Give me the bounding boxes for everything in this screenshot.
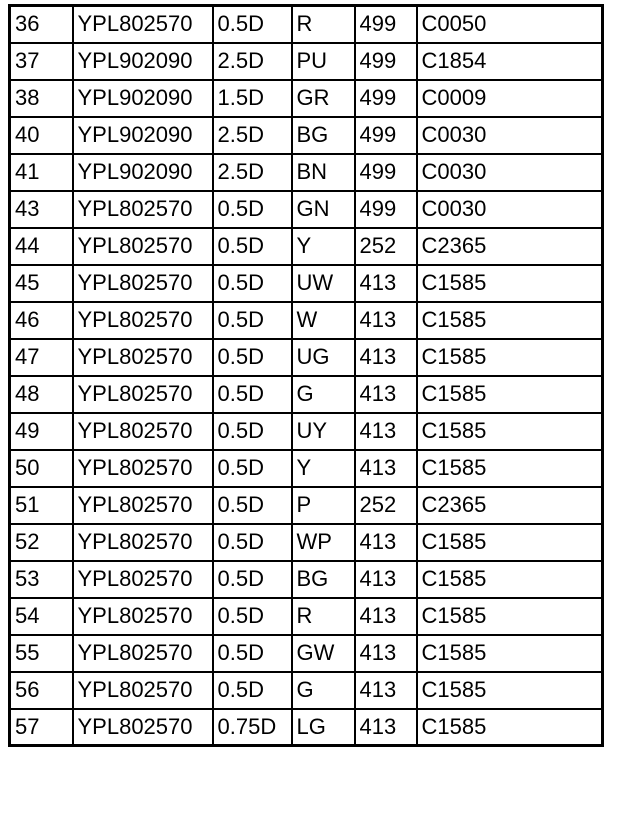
cell-quantity: 413 xyxy=(355,672,417,709)
cell-part-code: YPL802570 xyxy=(73,302,213,339)
cell-item-number: 47 xyxy=(10,339,73,376)
cell-part-code: YPL802570 xyxy=(73,524,213,561)
cell-part-code: YPL802570 xyxy=(73,598,213,635)
cell-size: 0.5D xyxy=(213,376,292,413)
table-row xyxy=(10,709,603,746)
parts-table-container xyxy=(8,4,604,747)
cell-item-number: 46 xyxy=(10,302,73,339)
cell-color-code: W xyxy=(292,302,355,339)
cell-size: 0.5D xyxy=(213,524,292,561)
cell-catalog-code: C1585 xyxy=(417,709,603,746)
cell-color-code: R xyxy=(292,6,355,43)
cell-item-number: 50 xyxy=(10,450,73,487)
cell-size: 2.5D xyxy=(213,154,292,191)
cell-catalog-code: C0050 xyxy=(417,6,603,43)
cell-color-code: Y xyxy=(292,228,355,265)
cell-part-code: YPL902090 xyxy=(73,80,213,117)
cell-item-number: 53 xyxy=(10,561,73,598)
table-row xyxy=(10,117,603,154)
cell-color-code: UY xyxy=(292,413,355,450)
cell-size: 0.5D xyxy=(213,635,292,672)
table-row xyxy=(10,43,603,80)
cell-quantity: 413 xyxy=(355,635,417,672)
cell-size: 0.5D xyxy=(213,561,292,598)
cell-part-code: YPL802570 xyxy=(73,339,213,376)
cell-color-code: G xyxy=(292,376,355,413)
cell-catalog-code: C1585 xyxy=(417,561,603,598)
cell-quantity: 413 xyxy=(355,450,417,487)
cell-size: 2.5D xyxy=(213,117,292,154)
cell-item-number: 57 xyxy=(10,709,73,746)
cell-size: 0.5D xyxy=(213,450,292,487)
table-row xyxy=(10,561,603,598)
cell-quantity: 252 xyxy=(355,487,417,524)
cell-quantity: 499 xyxy=(355,43,417,80)
cell-catalog-code: C0030 xyxy=(417,191,603,228)
cell-part-code: YPL802570 xyxy=(73,191,213,228)
cell-item-number: 55 xyxy=(10,635,73,672)
cell-catalog-code: C1585 xyxy=(417,450,603,487)
cell-quantity: 499 xyxy=(355,6,417,43)
cell-item-number: 38 xyxy=(10,80,73,117)
cell-catalog-code: C2365 xyxy=(417,228,603,265)
cell-quantity: 413 xyxy=(355,524,417,561)
cell-quantity: 413 xyxy=(355,598,417,635)
cell-part-code: YPL802570 xyxy=(73,709,213,746)
cell-quantity: 499 xyxy=(355,154,417,191)
parts-table-body xyxy=(10,6,603,746)
cell-catalog-code: C2365 xyxy=(417,487,603,524)
cell-item-number: 37 xyxy=(10,43,73,80)
cell-color-code: LG xyxy=(292,709,355,746)
cell-quantity: 413 xyxy=(355,561,417,598)
cell-quantity: 413 xyxy=(355,376,417,413)
cell-size: 0.5D xyxy=(213,672,292,709)
cell-item-number: 49 xyxy=(10,413,73,450)
table-row xyxy=(10,191,603,228)
cell-color-code: GW xyxy=(292,635,355,672)
cell-part-code: YPL802570 xyxy=(73,672,213,709)
cell-item-number: 52 xyxy=(10,524,73,561)
cell-size: 0.5D xyxy=(213,339,292,376)
cell-quantity: 499 xyxy=(355,191,417,228)
table-row xyxy=(10,524,603,561)
cell-size: 1.5D xyxy=(213,80,292,117)
cell-quantity: 413 xyxy=(355,339,417,376)
cell-catalog-code: C1585 xyxy=(417,635,603,672)
cell-catalog-code: C0009 xyxy=(417,80,603,117)
cell-size: 0.75D xyxy=(213,709,292,746)
cell-quantity: 499 xyxy=(355,117,417,154)
cell-item-number: 48 xyxy=(10,376,73,413)
cell-size: 0.5D xyxy=(213,265,292,302)
cell-part-code: YPL902090 xyxy=(73,154,213,191)
table-row xyxy=(10,413,603,450)
cell-catalog-code: C1585 xyxy=(417,265,603,302)
table-row xyxy=(10,339,603,376)
cell-catalog-code: C0030 xyxy=(417,117,603,154)
table-row xyxy=(10,450,603,487)
cell-item-number: 45 xyxy=(10,265,73,302)
cell-item-number: 43 xyxy=(10,191,73,228)
cell-size: 0.5D xyxy=(213,598,292,635)
table-row xyxy=(10,672,603,709)
table-row xyxy=(10,302,603,339)
cell-size: 0.5D xyxy=(213,6,292,43)
cell-item-number: 54 xyxy=(10,598,73,635)
cell-item-number: 36 xyxy=(10,6,73,43)
cell-size: 0.5D xyxy=(213,302,292,339)
cell-quantity: 252 xyxy=(355,228,417,265)
cell-part-code: YPL802570 xyxy=(73,413,213,450)
cell-catalog-code: C0030 xyxy=(417,154,603,191)
parts-table xyxy=(8,4,604,747)
table-row xyxy=(10,598,603,635)
cell-size: 0.5D xyxy=(213,413,292,450)
cell-color-code: UW xyxy=(292,265,355,302)
cell-color-code: BN xyxy=(292,154,355,191)
cell-size: 0.5D xyxy=(213,487,292,524)
cell-item-number: 41 xyxy=(10,154,73,191)
cell-color-code: R xyxy=(292,598,355,635)
table-row xyxy=(10,228,603,265)
cell-color-code: UG xyxy=(292,339,355,376)
cell-item-number: 51 xyxy=(10,487,73,524)
cell-quantity: 413 xyxy=(355,265,417,302)
cell-item-number: 40 xyxy=(10,117,73,154)
table-row xyxy=(10,154,603,191)
cell-part-code: YPL802570 xyxy=(73,561,213,598)
cell-color-code: WP xyxy=(292,524,355,561)
cell-size: 0.5D xyxy=(213,191,292,228)
cell-catalog-code: C1585 xyxy=(417,302,603,339)
cell-size: 2.5D xyxy=(213,43,292,80)
table-row xyxy=(10,80,603,117)
cell-color-code: G xyxy=(292,672,355,709)
cell-item-number: 56 xyxy=(10,672,73,709)
cell-quantity: 499 xyxy=(355,80,417,117)
cell-catalog-code: C1585 xyxy=(417,339,603,376)
cell-part-code: YPL802570 xyxy=(73,487,213,524)
cell-item-number: 44 xyxy=(10,228,73,265)
cell-catalog-code: C1585 xyxy=(417,524,603,561)
cell-catalog-code: C1585 xyxy=(417,413,603,450)
table-row xyxy=(10,487,603,524)
cell-color-code: GN xyxy=(292,191,355,228)
cell-color-code: BG xyxy=(292,117,355,154)
cell-catalog-code: C1854 xyxy=(417,43,603,80)
cell-catalog-code: C1585 xyxy=(417,672,603,709)
cell-part-code: YPL802570 xyxy=(73,376,213,413)
cell-color-code: GR xyxy=(292,80,355,117)
cell-color-code: PU xyxy=(292,43,355,80)
cell-catalog-code: C1585 xyxy=(417,598,603,635)
cell-quantity: 413 xyxy=(355,302,417,339)
cell-part-code: YPL902090 xyxy=(73,43,213,80)
cell-quantity: 413 xyxy=(355,413,417,450)
cell-quantity: 413 xyxy=(355,709,417,746)
cell-color-code: BG xyxy=(292,561,355,598)
cell-part-code: YPL802570 xyxy=(73,6,213,43)
cell-size: 0.5D xyxy=(213,228,292,265)
cell-catalog-code: C1585 xyxy=(417,376,603,413)
cell-part-code: YPL802570 xyxy=(73,450,213,487)
cell-part-code: YPL802570 xyxy=(73,635,213,672)
cell-part-code: YPL802570 xyxy=(73,265,213,302)
table-row xyxy=(10,265,603,302)
cell-color-code: P xyxy=(292,487,355,524)
cell-part-code: YPL902090 xyxy=(73,117,213,154)
cell-color-code: Y xyxy=(292,450,355,487)
table-row xyxy=(10,635,603,672)
table-row xyxy=(10,6,603,43)
cell-part-code: YPL802570 xyxy=(73,228,213,265)
table-row xyxy=(10,376,603,413)
